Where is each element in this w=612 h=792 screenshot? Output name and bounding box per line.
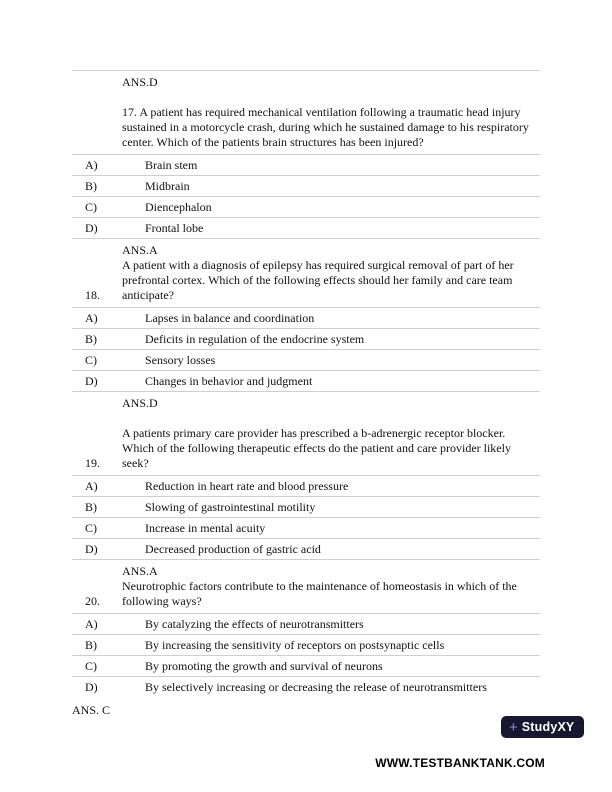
- question-text: Neurotrophic factors contribute to the maintenance of homeostasis in which of the following ways?: [122, 579, 517, 608]
- blank-line: [122, 411, 538, 426]
- option-text: Decreased production of gastric acid: [145, 542, 321, 556]
- option-letter: C): [85, 353, 97, 367]
- question-text: 17. A patient has required mechanical ventilation following a traumatic head injury sustained in a motorcycle crash, during which he sustained damage to his respiratory center. Which of the patients brain structures has been injured?: [122, 105, 529, 149]
- option-row: [72, 517, 540, 538]
- option-text: Sensory losses: [145, 353, 216, 367]
- answer-label: ANS.D: [122, 75, 158, 89]
- logo-text-xy: XY: [557, 719, 575, 734]
- blank-line: [122, 90, 538, 105]
- question-row: [72, 238, 540, 307]
- option-letter: A): [85, 158, 98, 172]
- option-text: Frontal lobe: [145, 221, 204, 235]
- logo-text-study: Study: [521, 719, 558, 734]
- option-row: [72, 217, 540, 238]
- option-row: [72, 475, 540, 496]
- option-text: Reduction in heart rate and blood pressure: [145, 479, 349, 493]
- question-cell: [122, 560, 540, 613]
- option-text: By promoting the growth and survival of neurons: [145, 659, 383, 673]
- question-text: A patient with a diagnosis of epilepsy has required surgical removal of part of her prefrontal cortex. Which of the following effects should her family and care team anticipate?: [122, 258, 514, 302]
- option-text: Slowing of gastrointestinal motility: [145, 500, 316, 514]
- option-letter: B): [85, 332, 97, 346]
- option-letter: C): [85, 659, 97, 673]
- option-letter: D): [85, 221, 98, 235]
- option-row: [72, 676, 540, 697]
- option-letter: A): [85, 479, 98, 493]
- option-text: By increasing the sensitivity of receptors on postsynaptic cells: [145, 638, 445, 652]
- question-number: 20.: [85, 594, 100, 608]
- answer-label: ANS.A: [122, 243, 158, 257]
- option-text: Midbrain: [145, 179, 190, 193]
- option-row: [72, 613, 540, 634]
- option-row: [72, 349, 540, 370]
- question-table: [72, 70, 540, 697]
- option-letter: A): [85, 617, 98, 631]
- option-row: [72, 655, 540, 676]
- question-row: [72, 391, 540, 475]
- question-cell: [122, 392, 540, 475]
- option-letter: A): [85, 311, 98, 325]
- question-number: [72, 71, 122, 154]
- question-text: A patients primary care provider has prescribed a b-adrenergic receptor blocker. Which of the following therapeutic effects do the patient and care provider likely seek?: [122, 426, 511, 470]
- option-text: Changes in behavior and judgment: [145, 374, 313, 388]
- option-row: [72, 154, 540, 175]
- question-row: [72, 70, 540, 154]
- answer-label: ANS.A: [122, 564, 158, 578]
- option-letter: C): [85, 200, 97, 214]
- option-text: By catalyzing the effects of neurotransmitters: [145, 617, 364, 631]
- answer-label: ANS.D: [122, 396, 158, 410]
- option-row: [72, 328, 540, 349]
- question-cell: [122, 71, 540, 154]
- final-answer-label: ANS. C: [72, 703, 111, 717]
- option-text: Diencephalon: [145, 200, 212, 214]
- option-letter: C): [85, 521, 97, 535]
- option-text: Lapses in balance and coordination: [145, 311, 315, 325]
- option-row: [72, 196, 540, 217]
- question-number: 19.: [85, 456, 100, 470]
- option-letter: B): [85, 179, 97, 193]
- plus-icon: +: [509, 718, 518, 736]
- option-text: Increase in mental acuity: [145, 521, 266, 535]
- question-row: [72, 559, 540, 613]
- option-letter: D): [85, 542, 98, 556]
- option-text: Deficits in regulation of the endocrine system: [145, 332, 365, 346]
- studyxy-logo: [501, 716, 584, 738]
- question-number: 18.: [85, 288, 100, 302]
- option-text: Brain stem: [145, 158, 198, 172]
- option-row: [72, 175, 540, 196]
- option-letter: D): [85, 680, 98, 694]
- option-row: [72, 496, 540, 517]
- option-row: [72, 538, 540, 559]
- footer-website-url: WWW.TESTBANKTANK.COM: [375, 756, 545, 770]
- option-row: [72, 370, 540, 391]
- option-letter: B): [85, 638, 97, 652]
- option-letter: B): [85, 500, 97, 514]
- page-content: [72, 70, 540, 718]
- question-cell: [122, 239, 540, 307]
- option-text: By selectively increasing or decreasing the release of neurotransmitters: [145, 680, 487, 694]
- option-letter: D): [85, 374, 98, 388]
- option-row: [72, 634, 540, 655]
- option-row: [72, 307, 540, 328]
